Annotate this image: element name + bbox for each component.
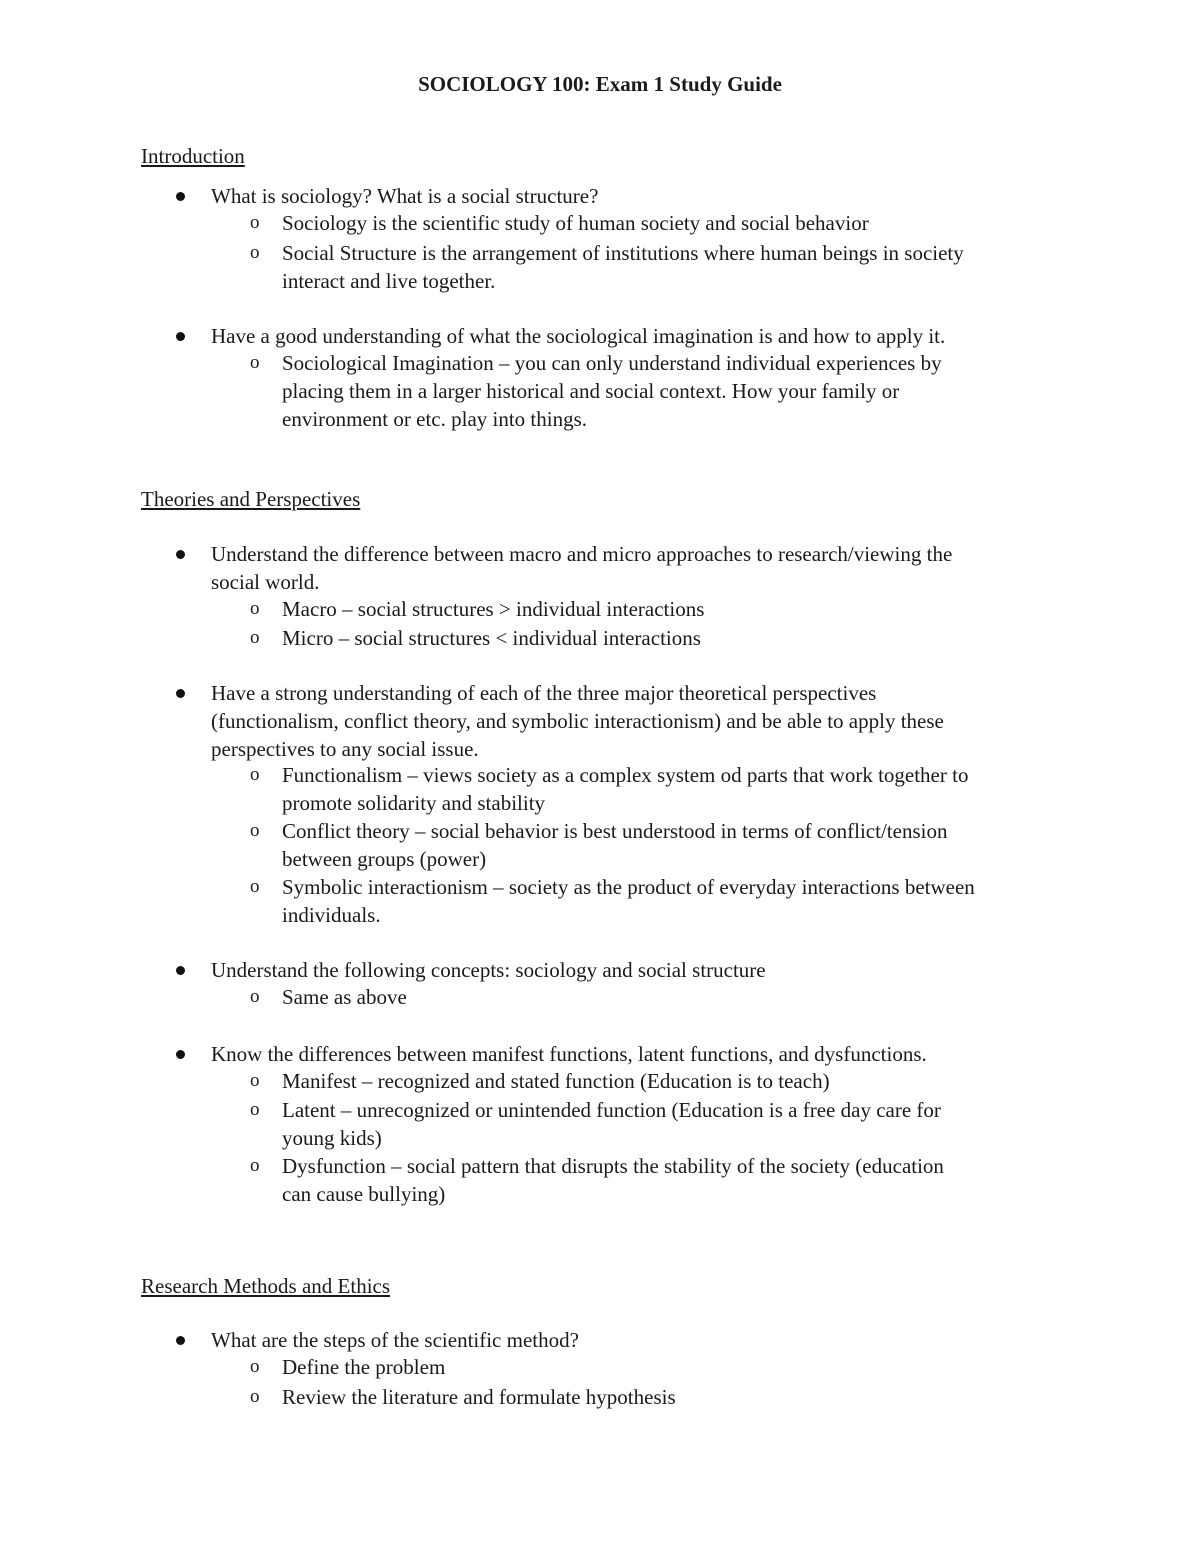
sub-bullet-icon: o (250, 1070, 260, 1091)
sub-bullet-icon: o (250, 212, 260, 233)
sub-bullet-text: can cause bullying) (282, 1182, 446, 1206)
sub-bullet-text: Functionalism – views society as a complex system od parts that work together to (282, 763, 969, 787)
bullet-icon (176, 966, 185, 975)
sub-bullet-text: Sociology is the scientific study of human society and social behavior (282, 211, 869, 235)
bullet-text: (functionalism, conflict theory, and symbolic interactionism) and be able to apply these (211, 709, 944, 733)
bullet-text: Know the differences between manifest functions, latent functions, and dysfunctions. (211, 1042, 927, 1066)
sub-bullet-text: between groups (power) (282, 847, 487, 871)
sub-bullet-icon: o (250, 242, 260, 263)
sub-bullet-icon: o (250, 1356, 260, 1377)
bullet-icon (176, 550, 185, 559)
sub-bullet-text: Macro – social structures > individual interactions (282, 597, 705, 621)
bullet-icon (176, 1336, 185, 1345)
sub-bullet-text: Micro – social structures < individual interactions (282, 626, 701, 650)
bullet-icon (176, 192, 185, 201)
sub-bullet-icon: o (250, 1386, 260, 1407)
sub-bullet-text: Manifest – recognized and stated function (Education is to teach) (282, 1069, 830, 1093)
sub-bullet-text: young kids) (282, 1126, 382, 1150)
sub-bullet-text: individuals. (282, 903, 381, 927)
document-title: SOCIOLOGY 100: Exam 1 Study Guide (418, 72, 782, 96)
sub-bullet-text: Symbolic interactionism – society as the product of everyday interactions between (282, 875, 975, 899)
sub-bullet-text: Same as above (282, 985, 407, 1009)
sub-bullet-icon: o (250, 876, 260, 897)
section-heading: Introduction (141, 144, 245, 168)
sub-bullet-icon: o (250, 1099, 260, 1120)
sub-bullet-text: Define the problem (282, 1355, 446, 1379)
sub-bullet-icon: o (250, 598, 260, 619)
bullet-text: Have a strong understanding of each of the three major theoretical perspectives (211, 681, 877, 705)
sub-bullet-text: Sociological Imagination – you can only understand individual experiences by (282, 351, 942, 375)
sub-bullet-text: Review the literature and formulate hypothesis (282, 1385, 676, 1409)
sub-bullet-text: Social Structure is the arrangement of institutions where human beings in society (282, 241, 964, 265)
bullet-text: What are the steps of the scientific method? (211, 1328, 579, 1352)
sub-bullet-icon: o (250, 352, 260, 373)
sub-bullet-text: Conflict theory – social behavior is best understood in terms of conflict/tension (282, 819, 948, 843)
sub-bullet-icon: o (250, 627, 260, 648)
section-heading: Theories and Perspectives (141, 487, 361, 511)
sub-bullet-icon: o (250, 820, 260, 841)
sub-bullet-text: interact and live together. (282, 269, 496, 293)
bullet-icon (176, 689, 185, 698)
sub-bullet-text: placing them in a larger historical and social context. How your family or (282, 379, 900, 403)
bullet-text: perspectives to any social issue. (211, 737, 479, 761)
bullet-text: What is sociology? What is a social structure? (211, 184, 599, 208)
bullet-icon (176, 332, 185, 341)
sub-bullet-text: promote solidarity and stability (282, 791, 546, 815)
bullet-text: social world. (211, 570, 320, 594)
section-heading: Research Methods and Ethics (141, 1274, 391, 1298)
bullet-text: Have a good understanding of what the sociological imagination is and how to apply it. (211, 324, 946, 348)
sub-bullet-text: Dysfunction – social pattern that disrupts the stability of the society (education (282, 1154, 944, 1178)
sub-bullet-icon: o (250, 764, 260, 785)
bullet-icon (176, 1050, 185, 1059)
sub-bullet-icon: o (250, 1155, 260, 1176)
sub-bullet-icon: o (250, 986, 260, 1007)
sub-bullet-text: environment or etc. play into things. (282, 407, 588, 431)
sub-bullet-text: Latent – unrecognized or unintended function (Education is a free day care for (282, 1098, 941, 1122)
bullet-text: Understand the difference between macro and micro approaches to research/viewing the (211, 542, 953, 566)
bullet-text: Understand the following concepts: sociology and social structure (211, 958, 766, 982)
